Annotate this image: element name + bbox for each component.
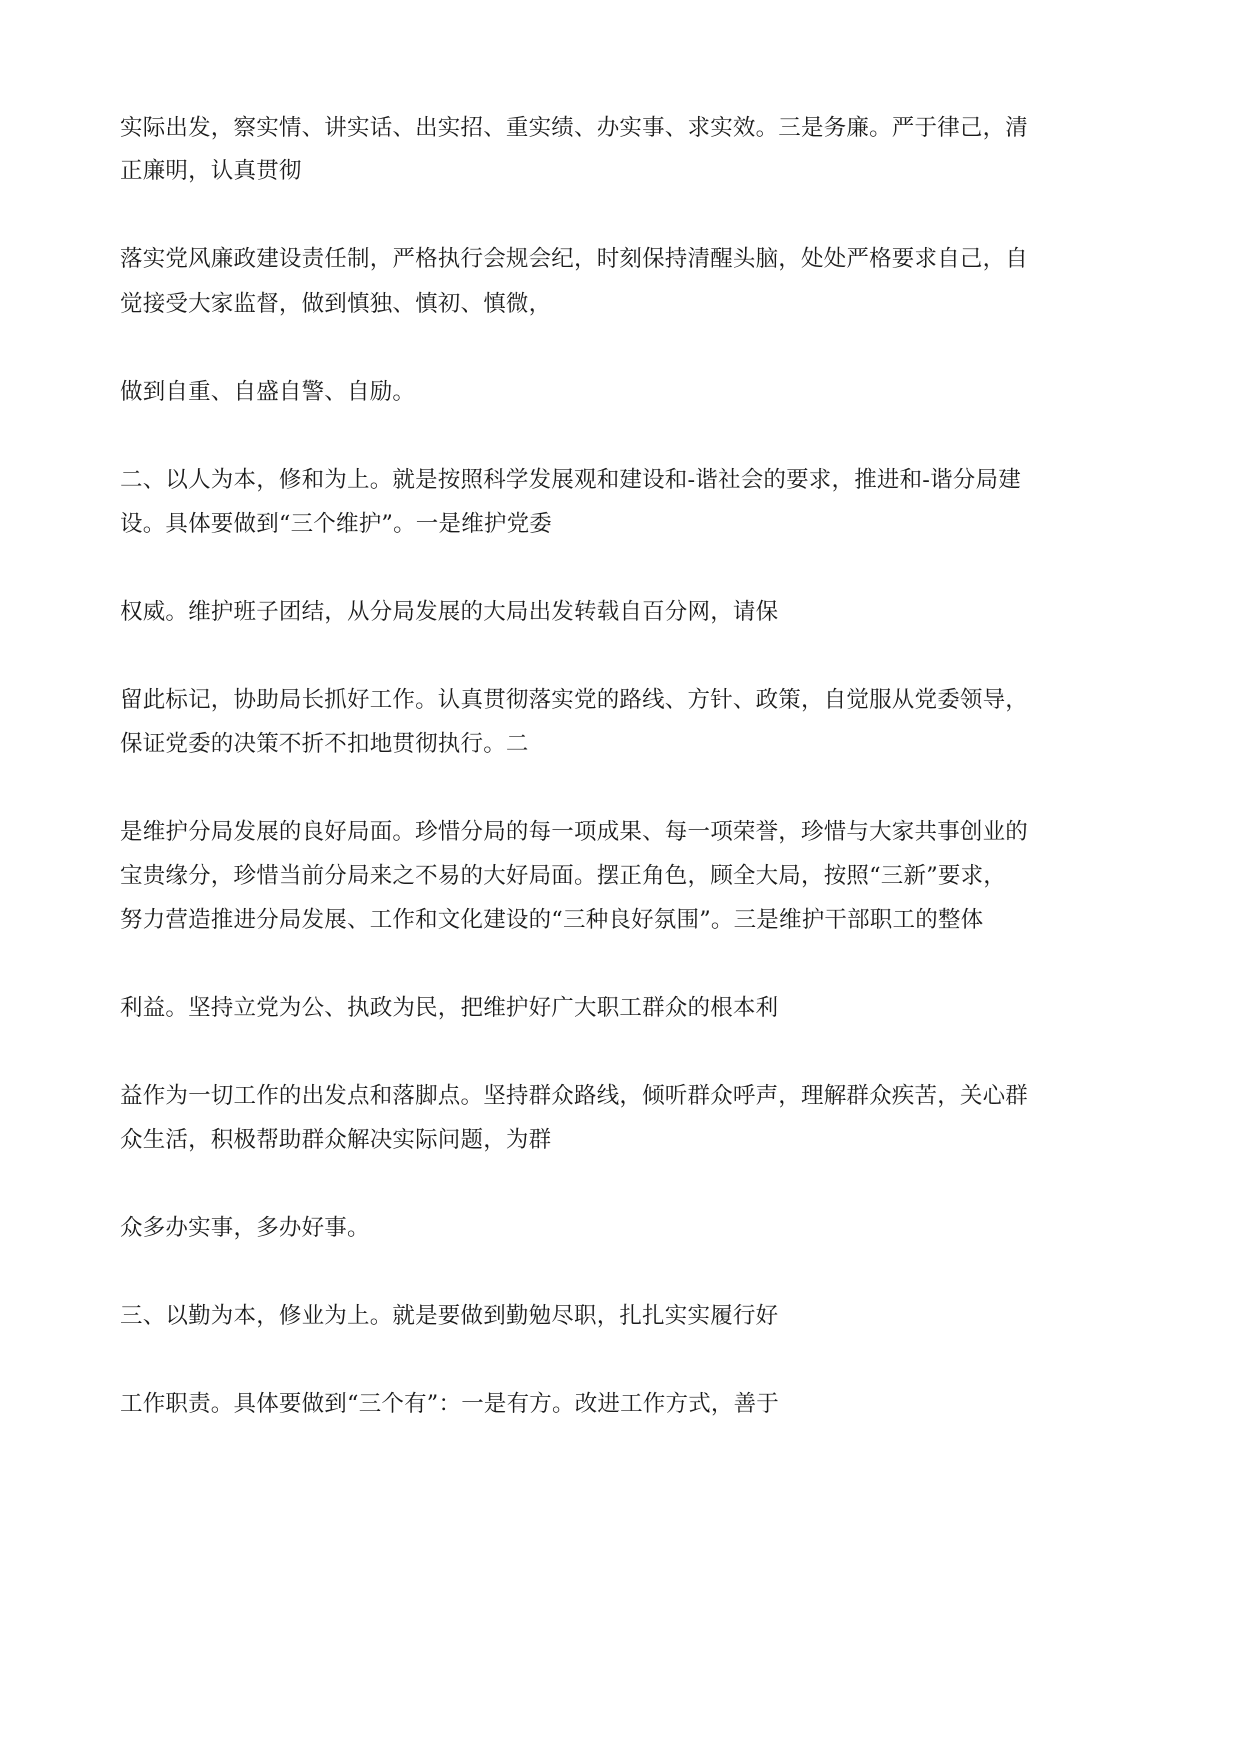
text-line: 益作为一切工作的出发点和落脚点。坚持群众路线，倾听群众呼声，理解群众疾苦，关心群 xyxy=(120,1083,1029,1109)
text-line: 觉接受大家监督，做到慎独、慎初、慎微， xyxy=(120,291,552,317)
text-line: 落实党风廉政建设责任制，严格执行会规会纪，时刻保持清醒头脑，处处严格要求自己，自 xyxy=(120,246,1029,272)
text-line: 二、以人为本，修和为上。就是按照科学发展观和建设和-谐社会的要求，推进和-谐分局建 xyxy=(120,467,1021,493)
text-line: 权威。维护班子团结，从分局发展的大局出发转载自百分网，请保 xyxy=(120,599,779,625)
text-line: 保证党委的决策不折不扣地贯彻执行。二 xyxy=(120,731,529,757)
text-line: 正廉明，认真贯彻 xyxy=(120,158,302,184)
text-line: 留此标记，协助局长抓好工作。认真贯彻落实党的路线、方针、政策，自觉服从党委领导， xyxy=(120,687,1029,713)
text-line: 工作职责。具体要做到“三个有”：一是有方。改进工作方式，善于 xyxy=(120,1391,780,1417)
text-line: 宝贵缘分，珍惜当前分局来之不易的大好局面。摆正角色，顾全大局，按照“三新”要求， xyxy=(120,863,1007,889)
text-line: 三、以勤为本，修业为上。就是要做到勤勉尽职，扎扎实实履行好 xyxy=(120,1303,779,1329)
text-line: 众多办实事，多办好事。 xyxy=(120,1215,370,1241)
text-line: 设。具体要做到“三个维护”。一是维护党委 xyxy=(120,511,553,537)
text-line: 实际出发，察实情、讲实话、出实招、重实绩、办实事、求实效。三是务廉。严于律己，清 xyxy=(120,115,1029,141)
text-line: 众生活，积极帮助群众解决实际问题，为群 xyxy=(120,1127,552,1153)
text-line: 努力营造推进分局发展、工作和文化建设的“三种良好氛围”。三是维护干部职工的整体 xyxy=(120,907,984,933)
text-line: 利益。坚持立党为公、执政为民，把维护好广大职工群众的根本利 xyxy=(120,995,779,1021)
text-line: 是维护分局发展的良好局面。珍惜分局的每一项成果、每一项荣誉，珍惜与大家共事创业的 xyxy=(120,819,1029,845)
text-line: 做到自重、自盛自警、自励。 xyxy=(120,379,416,405)
